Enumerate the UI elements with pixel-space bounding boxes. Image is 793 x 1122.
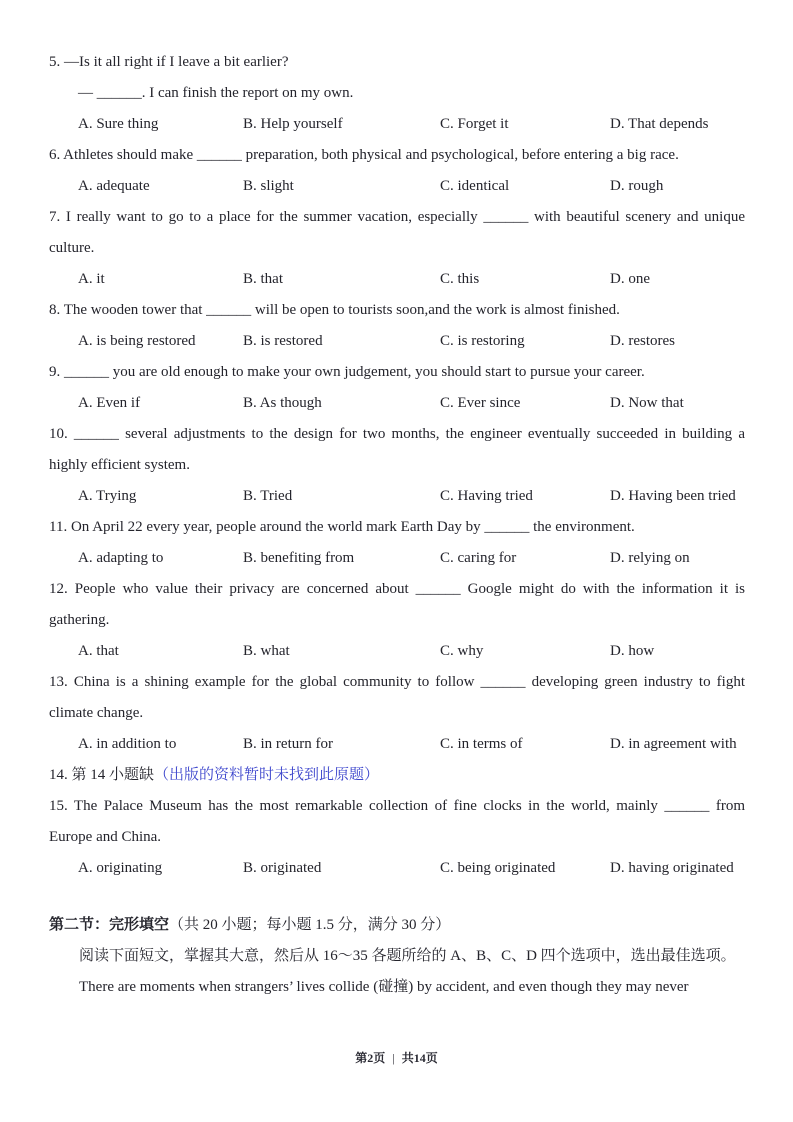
option-b: B. benefiting from: [243, 550, 355, 566]
option-a: A. in addition to: [78, 736, 177, 752]
question-5: [49, 47, 745, 140]
option-a: A. adapting to: [78, 550, 164, 566]
question-14-stem: [49, 760, 745, 791]
option-a: A. Even if: [78, 395, 141, 411]
section-heading-meta: （共 20 小题；每小题 1.5 分，满分 30 分）: [169, 917, 451, 933]
footer-total-pages: 共14页: [401, 1051, 438, 1065]
question-9: [49, 357, 745, 419]
question-6-options: [49, 171, 745, 202]
option-d: D. Now that: [610, 395, 684, 411]
question-6-stem: 6. Athletes should make ______ preparation, both physical and psychological, before entering a big race.: [49, 147, 679, 163]
question-13-options: [49, 729, 745, 760]
option-a: A. Sure thing: [78, 116, 159, 132]
option-c: C. Ever since: [440, 395, 521, 411]
option-c: C. identical: [440, 178, 510, 194]
option-a: A. is being restored: [78, 333, 196, 349]
section-heading-title: 第二节：完形填空: [49, 917, 170, 933]
option-a: A. adequate: [78, 178, 150, 194]
question-5-stem: 5. —Is it all right if I leave a bit earlier?: [49, 54, 289, 70]
question-14: [49, 760, 745, 791]
option-a: A. originating: [78, 860, 163, 876]
question-7-options: [49, 264, 745, 295]
page-footer: [0, 1049, 793, 1066]
option-d: D. having originated: [610, 860, 734, 876]
option-b: B. that: [243, 271, 283, 287]
option-c: C. Having tried: [440, 488, 533, 504]
question-13: [49, 667, 745, 760]
footer-separator: |: [392, 1051, 395, 1065]
option-a: A. that: [78, 643, 119, 659]
option-b: B. slight: [243, 178, 294, 194]
question-8-options: [49, 326, 745, 357]
option-b: B. what: [243, 643, 290, 659]
option-b: B. is restored: [243, 333, 323, 349]
question-8-stem: 8. The wooden tower that ______ will be open to tourists soon,and the work is almost finished.: [49, 302, 620, 318]
option-d: D. rough: [610, 178, 664, 194]
question-15-stem: 15. The Palace Museum has the most remarkable collection of fine clocks in the world, mainly ______ from Europe and China.: [49, 798, 745, 845]
option-d: D. one: [610, 271, 650, 287]
option-d: D. in agreement with: [610, 736, 737, 752]
question-13-stem: 13. China is a shining example for the global community to follow ______ developing green industry to fight climate change.: [49, 674, 745, 721]
question-11: [49, 512, 745, 574]
option-c: C. why: [440, 643, 484, 659]
question-11-stem: 11. On April 22 every year, people around the world mark Earth Day by ______ the environment.: [49, 519, 635, 535]
question-15: [49, 791, 745, 884]
option-c: C. in terms of: [440, 736, 523, 752]
option-a: A. Trying: [78, 488, 137, 504]
option-d: D. restores: [610, 333, 675, 349]
question-10-stem: 10. ______ several adjustments to the design for two months, the engineer eventually succeeded in building a highly efficient system.: [49, 426, 745, 473]
question-12-stem: 12. People who value their privacy are concerned about ______ Google might do with the information it is gathering.: [49, 581, 745, 628]
option-b: B. in return for: [243, 736, 333, 752]
question-8: [49, 295, 745, 357]
section-heading: [49, 910, 745, 941]
option-c: C. this: [440, 271, 480, 287]
option-c: C. caring for: [440, 550, 517, 566]
option-d: D. That depends: [610, 116, 709, 132]
section-instructions: 阅读下面短文，掌握其大意，然后从 16～35 各题所给的 A、B、C、D 四个选项中，选出最佳选项。: [79, 948, 736, 964]
option-d: D. Having been tried: [610, 488, 736, 504]
option-d: D. relying on: [610, 550, 690, 566]
question-5-reply: — ______. I can finish the report on my own.: [78, 85, 354, 101]
question-9-stem: 9. ______ you are old enough to make your own judgement, you should start to pursue your career.: [49, 364, 645, 380]
question-14-missing-note: （出版的资料暂时未找到此原题）: [154, 767, 380, 783]
question-5-options: [49, 109, 745, 140]
question-15-options: [49, 853, 745, 884]
question-12-options: [49, 636, 745, 667]
question-10: [49, 419, 745, 512]
passage-first-line: There are moments when strangers’ lives collide (碰撞) by accident, and even though they may never: [79, 979, 689, 995]
question-9-options: [49, 388, 745, 419]
question-11-options: [49, 543, 745, 574]
question-7: [49, 202, 745, 295]
option-b: B. As though: [243, 395, 322, 411]
option-c: C. is restoring: [440, 333, 525, 349]
question-7-stem: 7. I really want to go to a place for the summer vacation, especially ______ with beautiful scenery and unique culture.: [49, 209, 745, 256]
option-d: D. how: [610, 643, 655, 659]
option-b: B. Tried: [243, 488, 293, 504]
footer-page-number: 第2页: [355, 1051, 386, 1065]
question-14-text: 14. 第 14 小题缺: [49, 767, 155, 783]
question-6: [49, 140, 745, 202]
option-c: C. Forget it: [440, 116, 509, 132]
option-c: C. being originated: [440, 860, 556, 876]
option-a: A. it: [78, 271, 105, 287]
question-10-options: [49, 481, 745, 512]
question-12: [49, 574, 745, 667]
option-b: B. Help yourself: [243, 116, 343, 132]
option-b: B. originated: [243, 860, 322, 876]
